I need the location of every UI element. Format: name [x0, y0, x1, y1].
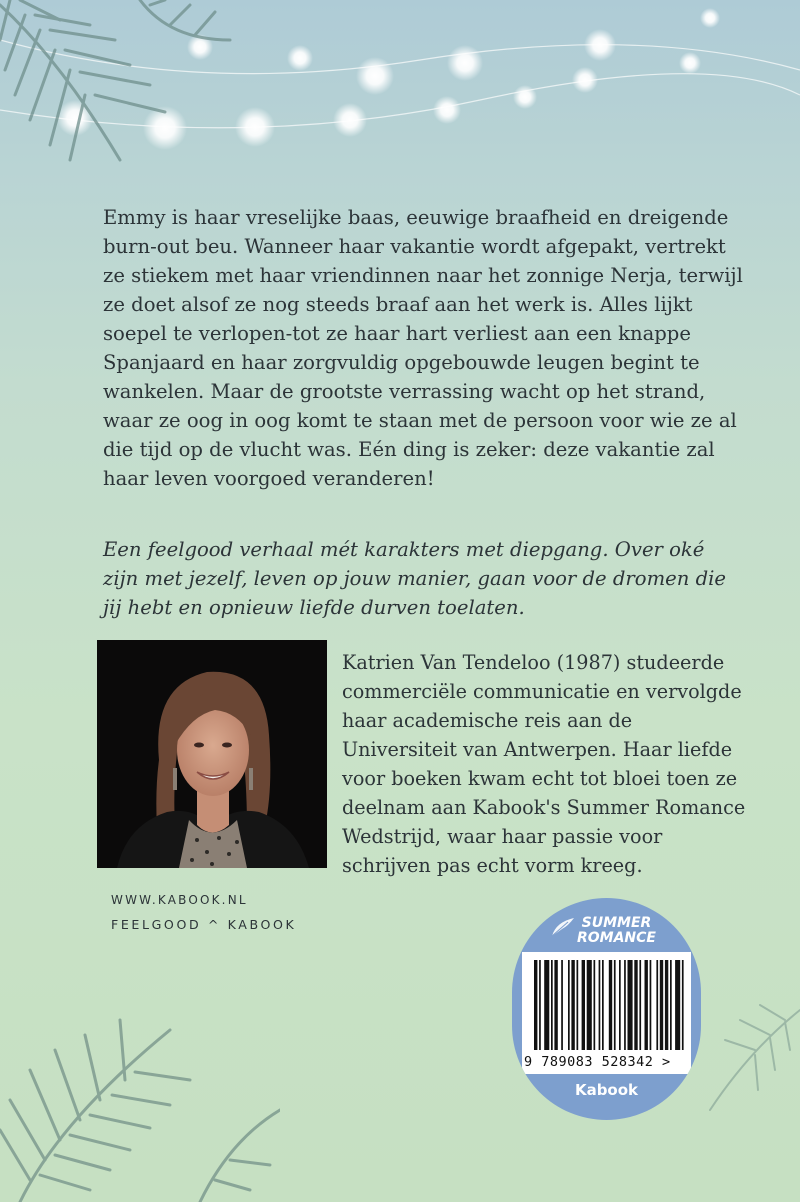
- publisher-logo: Kabook: [574, 1081, 639, 1099]
- barcode-bar: [634, 960, 637, 1050]
- imprint-label: FEELGOOD ^ KABOOK: [111, 917, 297, 932]
- barcode-bar: [665, 960, 668, 1050]
- website-link[interactable]: WWW.KABOOK.NL: [111, 893, 248, 907]
- barcode-bars: [522, 952, 691, 1052]
- barcode-bar: [660, 960, 663, 1050]
- barcode-bar: [594, 960, 596, 1050]
- series-line-1: SUMMER: [581, 915, 652, 931]
- barcode-bar: [624, 960, 626, 1050]
- barcode-badge: [512, 898, 701, 1120]
- tagline: Een feelgood verhaal mét karakters met diepgang. Over oké zijn met jezelf, leven op jouw manier, gaan voor de dromen die jij hebt en opnieuw liefde durven toelaten.: [103, 538, 727, 619]
- series-line-2: ROMANCE: [576, 930, 656, 946]
- barcode-bar: [577, 960, 579, 1050]
- barcode-bar: [619, 960, 621, 1050]
- barcode-bar: [561, 960, 563, 1050]
- barcode-bar: [670, 960, 672, 1050]
- barcode-bar: [587, 960, 592, 1050]
- barcode-bar: [609, 960, 612, 1050]
- barcode-bar: [602, 960, 604, 1050]
- series-logo: [512, 916, 701, 946]
- barcode-bar: [582, 960, 585, 1050]
- barcode-bar: [645, 960, 648, 1050]
- back-cover-blurb: Emmy is haar vreselijke baas, eeuwige braafheid en dreigende burn-out beu. Wanneer haar vakantie wordt afgepakt, vertrekt ze stiekem met haar vriendinnen naar het zonnige Nerja, terwijl ze doet alsof ze nog steeds braaf aan het werk is. Alles lijkt soepel te verlopen-tot ze haar hart verliest aan een knappe Spanjaard en haar zorgvuldig opgebouwde leugen begint te wankelen. Maar de grootste verrassing wacht op het strand, waar ze oog in oog komt te staan met de persoon voor wie ze al die tijd op de vlucht was. Eén ding is zeker: deze vakantie zal haar leven voorgoed veranderen!: [103, 206, 743, 490]
- barcode-bar: [682, 960, 684, 1050]
- palm-leaf-icon: [690, 1000, 800, 1120]
- barcode-bar: [544, 960, 549, 1050]
- palm-leaf-icon: [0, 0, 240, 170]
- barcode-bar: [656, 960, 658, 1050]
- barcode-bar: [650, 960, 652, 1050]
- barcode-bar: [539, 960, 541, 1050]
- barcode-bar: [571, 960, 574, 1050]
- author-photo: [97, 640, 327, 868]
- barcode: [522, 952, 691, 1074]
- barcode-bar: [568, 960, 570, 1050]
- barcode-bar: [639, 960, 641, 1050]
- barcode-bar: [554, 960, 557, 1050]
- isbn-number: 9 789083 528342 >: [524, 1054, 671, 1070]
- barcode-bar: [551, 960, 553, 1050]
- palm-leaf-icon: [0, 1010, 280, 1202]
- barcode-bar: [534, 960, 537, 1050]
- barcode-bar: [628, 960, 633, 1050]
- author-bio: Katrien Van Tendeloo (1987) studeerde commerciële communicatie en vervolgde haar academische reis aan de Universiteit van Antwerpen. Haar liefde voor boeken kwam echt tot bloei toen ze deelnam aan Kabook's Summer Romance Wedstrijd, waar haar passie voor schrijven pas echt vorm kreeg.: [342, 651, 746, 877]
- barcode-bar: [614, 960, 616, 1050]
- barcode-bar: [599, 960, 601, 1050]
- barcode-bar: [675, 960, 680, 1050]
